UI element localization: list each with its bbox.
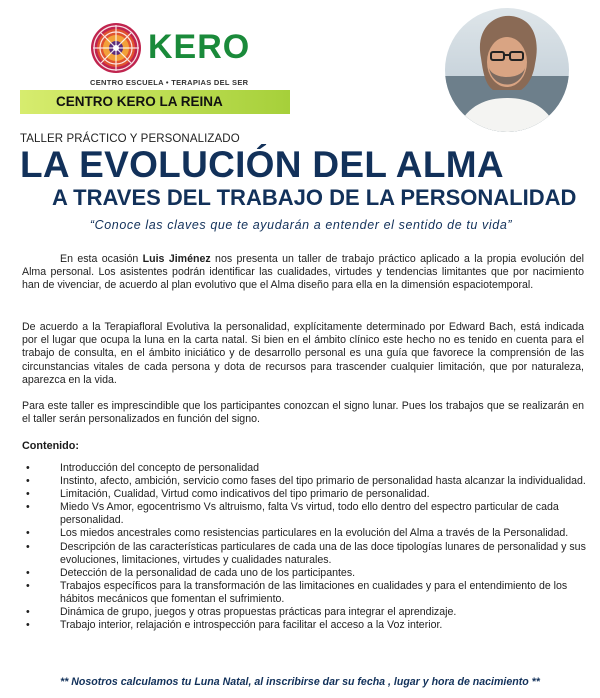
bullet-icon: • <box>26 579 30 592</box>
list-item-text: Detección de la personalidad de cada uno de los participantes. <box>60 566 356 579</box>
bullet-icon: • <box>26 475 30 488</box>
list-item <box>22 541 588 567</box>
list-item <box>22 475 588 488</box>
list-item-text: Limitación, Cualidad, Virtud como indicativos del tipo primario de personalidad. <box>60 488 430 501</box>
footnote: ** Nosotros calculamos tu Luna Natal, al inscribirse dar su fecha , lugar y hora de nacimiento ** <box>60 676 540 688</box>
bullet-icon: • <box>26 462 30 474</box>
bullet-icon: • <box>26 606 30 619</box>
list-item <box>22 567 588 580</box>
list-item <box>22 606 588 619</box>
requirement-paragraph: Para este taller es imprescindible que los participantes conozcan el signo lunar. Pues los trabajos que se realizarán en el taller serán personalizados en función del signo. <box>22 400 584 426</box>
mandala-logo-icon <box>90 22 142 74</box>
workshop-kicker: TALLER PRÁCTICO Y PERSONALIZADO <box>20 133 240 145</box>
personality-paragraph: De acuerdo a la Terapiafloral Evolutiva la personalidad, explícitamente determinado por Edward Bach, está indicada por el lugar que ocupa la luna en la carta natal. Si bien en el ámbito clínico este hecho no es tenido en cuenta para el trabajo de consulta, en el ámbito iniciático y de desarrollo personal es una guía que favorece la comprensión de las circunstancias vitales de cada persona y dota de recursos para trascender cualquier limitación, que por naturaleza, aparezca en la vida. <box>22 321 584 386</box>
intro-text-end: nos presenta un taller de trabajo práctico aplicado a la propia evolución del Alma personal. Los asistentes podrán identificar las cualidades, virtudes y tendencias limitantes que por nacimiento han de vivenciar, de acuerdo al plan evolutivo que el Alma diseño para ella en la dimensión espaciotemporal. <box>22 253 585 292</box>
intro-text-start: En esta ocasión <box>60 253 143 265</box>
speaker-name: Luis Jiménez <box>142 253 211 265</box>
list-item-text: Introducción del concepto de personalidad <box>60 462 260 474</box>
list-item-text: Descripción de las características particulares de cada una de las doce tipologías lunares de personalidad y sus evoluciones, limitaciones, virtudes y cualidades naturales. <box>60 540 586 566</box>
center-banner <box>20 90 290 114</box>
page-title: LA EVOLUCIÓN DEL ALMA <box>20 144 504 185</box>
speaker-portrait <box>445 6 569 134</box>
list-item-text: Instinto, afecto, ambición, servicio como fases del tipo primario de personalidad hasta alcanzar la individualidad. <box>60 475 586 488</box>
list-item-text: Trabajos específicos para la transformación de las limitaciones en cualidades y para el entendimiento de los hábitos mecánicos que fomentan el sufrimiento. <box>60 579 568 605</box>
list-item <box>22 527 588 540</box>
bullet-icon: • <box>26 501 30 514</box>
bullet-icon: • <box>26 619 30 632</box>
logo-subtitle: CENTRO ESCUELA • TERAPIAS DEL SER <box>90 78 249 87</box>
bullet-icon: • <box>26 566 30 579</box>
center-banner-label: CENTRO KERO LA REINA <box>56 94 223 109</box>
list-item <box>22 488 588 501</box>
intro-paragraph <box>22 253 584 293</box>
list-item-text: Los miedos ancestrales como resistencias particulares en la evolución del Alma a través de la Personalidad. <box>60 527 569 540</box>
page-subtitle: A TRAVES DEL TRABAJO DE LA PERSONALIDAD <box>52 185 577 210</box>
list-item-text: Miedo Vs Amor, egocentrismo Vs altruismo, falta Vs virtud, todo ello dentro del espectro particular de cada personalidad. <box>60 501 559 527</box>
tagline-quote: “Conoce las claves que te ayudarán a entender el sentido de tu vida” <box>89 218 513 232</box>
list-item <box>22 462 588 475</box>
list-item <box>22 501 588 527</box>
bullet-icon: • <box>26 527 30 540</box>
list-item-text: Trabajo interior, relajación e introspección para facilitar el acceso a la Voz interior. <box>60 619 443 632</box>
bullet-icon: • <box>26 540 30 553</box>
content-heading: Contenido: <box>22 440 79 452</box>
content-list <box>22 462 588 632</box>
bullet-icon: • <box>26 488 30 501</box>
list-item <box>22 619 588 632</box>
list-item <box>22 580 588 606</box>
kero-logo <box>90 22 251 92</box>
list-item-text: Dinámica de grupo, juegos y otras propuestas prácticas para integrar el aprendizaje. <box>60 606 457 619</box>
logo-wordmark: KERO <box>148 28 251 66</box>
